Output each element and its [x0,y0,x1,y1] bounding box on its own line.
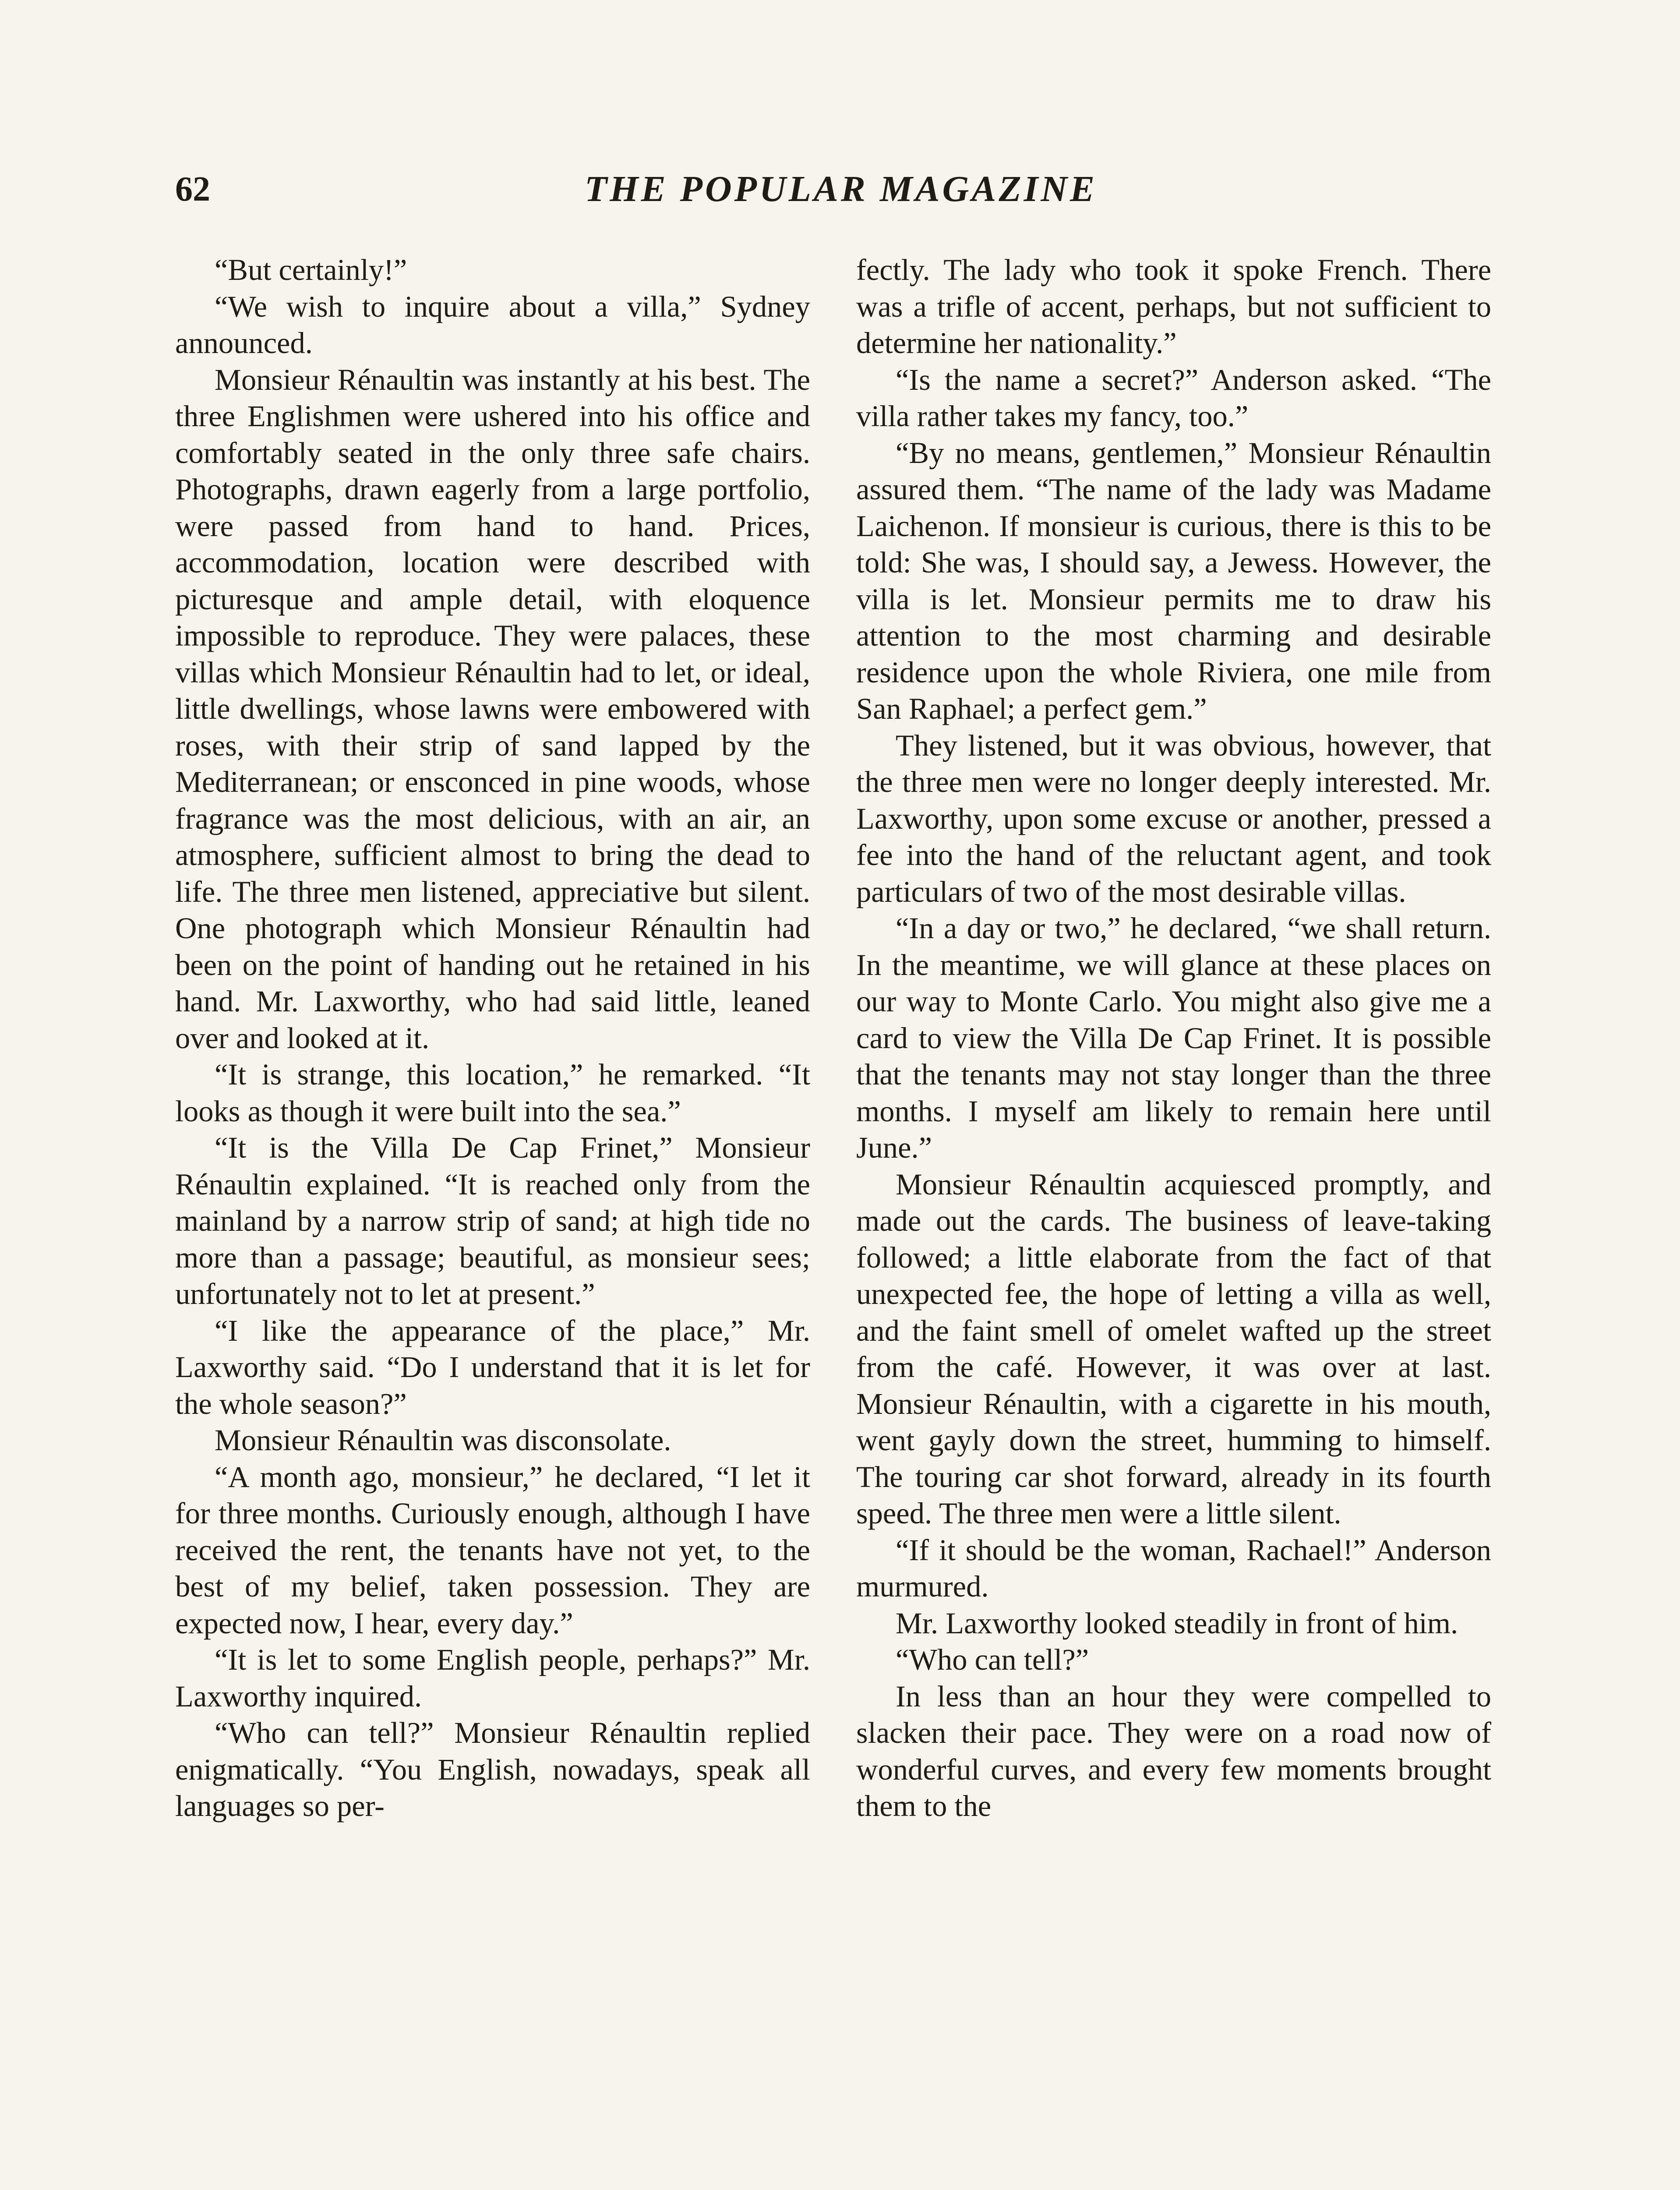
paragraph: Monsieur Rénaultin was instantly at his best. The three Englishmen were ushered into his office and comfortably seated in the only three safe chairs. Photographs, drawn eagerly from a large portfolio, were passed from hand to hand. Prices, accommodation, location were described with picturesque and ample detail, with eloquence impossible to reproduce. They were palaces, these villas which Monsieur Rénaultin had to let, or ideal, little dwellings, whose lawns were embowered with roses, with their strip of sand lapped by the Mediterranean; or ensconced in pine woods, whose fragrance was the most delicious, with an air, an atmosphere, sufficient almost to bring the dead to life. The three men listened, appreciative but silent. One photograph which Monsieur Rénaultin had been on the point of handing out he retained in his hand. Mr. Laxworthy, who had said little, leaned over and looked at it. [175,363,810,1055]
paragraph: “A month ago, monsieur,” he declared, “I let it for three months. Curiously enough, although I have received the rent, the tenants have not yet, to the best of my belief, taken possession. They are expected now, I hear, every day.” [175,1460,810,1640]
paragraph: “But certainly!” [215,253,407,286]
paragraph: “I like the appearance of the place,” Mr. Laxworthy said. “Do I understand that it is let for the whole season?” [175,1314,810,1420]
paragraph: “By no means, gentlemen,” Monsieur Rénaultin assured them. “The name of the lady was Madame Laichenon. If monsieur is curious, there is this to be told: She was, I should say, a Jewess. However, the villa is let. Monsieur permits me to draw his attention to the most charming and desirable residence upon the whole Riviera, one mile from San Raphael; a perfect gem.” [856,436,1491,725]
paragraph: “We wish to inquire about a villa,” Sydney announced. [175,290,810,360]
page-header [175,163,1507,215]
paragraph: They listened, but it was obvious, however, that the three men were no longer deeply interested. Mr. Laxworthy, upon some excuse or another, pressed a fee into the hand of the reluctant agent, and took particulars of two of the most desirable villas. [856,728,1491,908]
paragraph: Monsieur Rénaultin was disconsolate. [215,1424,671,1457]
paragraph: Monsieur Rénaultin acquiesced promptly, and made out the cards. The business of leave-taking followed; a little elaborate from the fact of that unexpected fee, the hope of letting a villa as well, and the faint smell of omelet wafted up the street from the café. However, it was over at last. Monsieur Rénaultin, with a cigarette in his mouth, went gayly down the street, humming to himself. The touring car shot forward, already in its fourth speed. The three men were a little silent. [856,1167,1491,1530]
paragraph: “If it should be the woman, Rachael!” Anderson murmured. [856,1533,1491,1603]
paragraph: “Who can tell?” [896,1643,1089,1676]
paragraph: fectly. The lady who took it spoke French. There was a trifle of accent, perhaps, but not sufficient to determine her nationality.” [856,253,1491,360]
paragraph: “It is let to some English people, perhaps?” Mr. Laxworthy inquired. [175,1643,810,1713]
paragraph: In less than an hour they were compelled to slacken their pace. They were on a road now of wonderful curves, and every few moments brought them to the [856,1679,1491,1823]
paragraph: “Who can tell?” Monsieur Rénaultin replied enigmatically. “You English, nowadays, speak all languages so per- [175,1716,810,1823]
left-column [175,252,810,1825]
paragraph: “It is the Villa De Cap Frinet,” Monsieur Rénaultin explained. “It is reached only from the mainland by a narrow strip of sand; at high tide no more than a passage; beautiful, as monsieur sees; unfortunately not to let at present.” [175,1131,810,1310]
page-number: 62 [175,170,210,208]
right-column [856,252,1491,1825]
paragraph: “In a day or two,” he declared, “we shall return. In the meantime, we will glance at these places on our way to Monte Carlo. You might also give me a card to view the Villa De Cap Frinet. It is possible that the tenants may not stay longer than the three months. I myself am likely to remain here until June.” [856,911,1491,1164]
paragraph: “Is the name a secret?” Anderson asked. “The villa rather takes my fancy, too.” [856,363,1491,433]
paragraph: Mr. Laxworthy looked steadily in front of him. [896,1606,1458,1640]
running-title: THE POPULAR MAGAZINE [584,169,1098,209]
paragraph: “It is strange, this location,” he remarked. “It looks as though it were built into the sea.” [175,1058,810,1128]
